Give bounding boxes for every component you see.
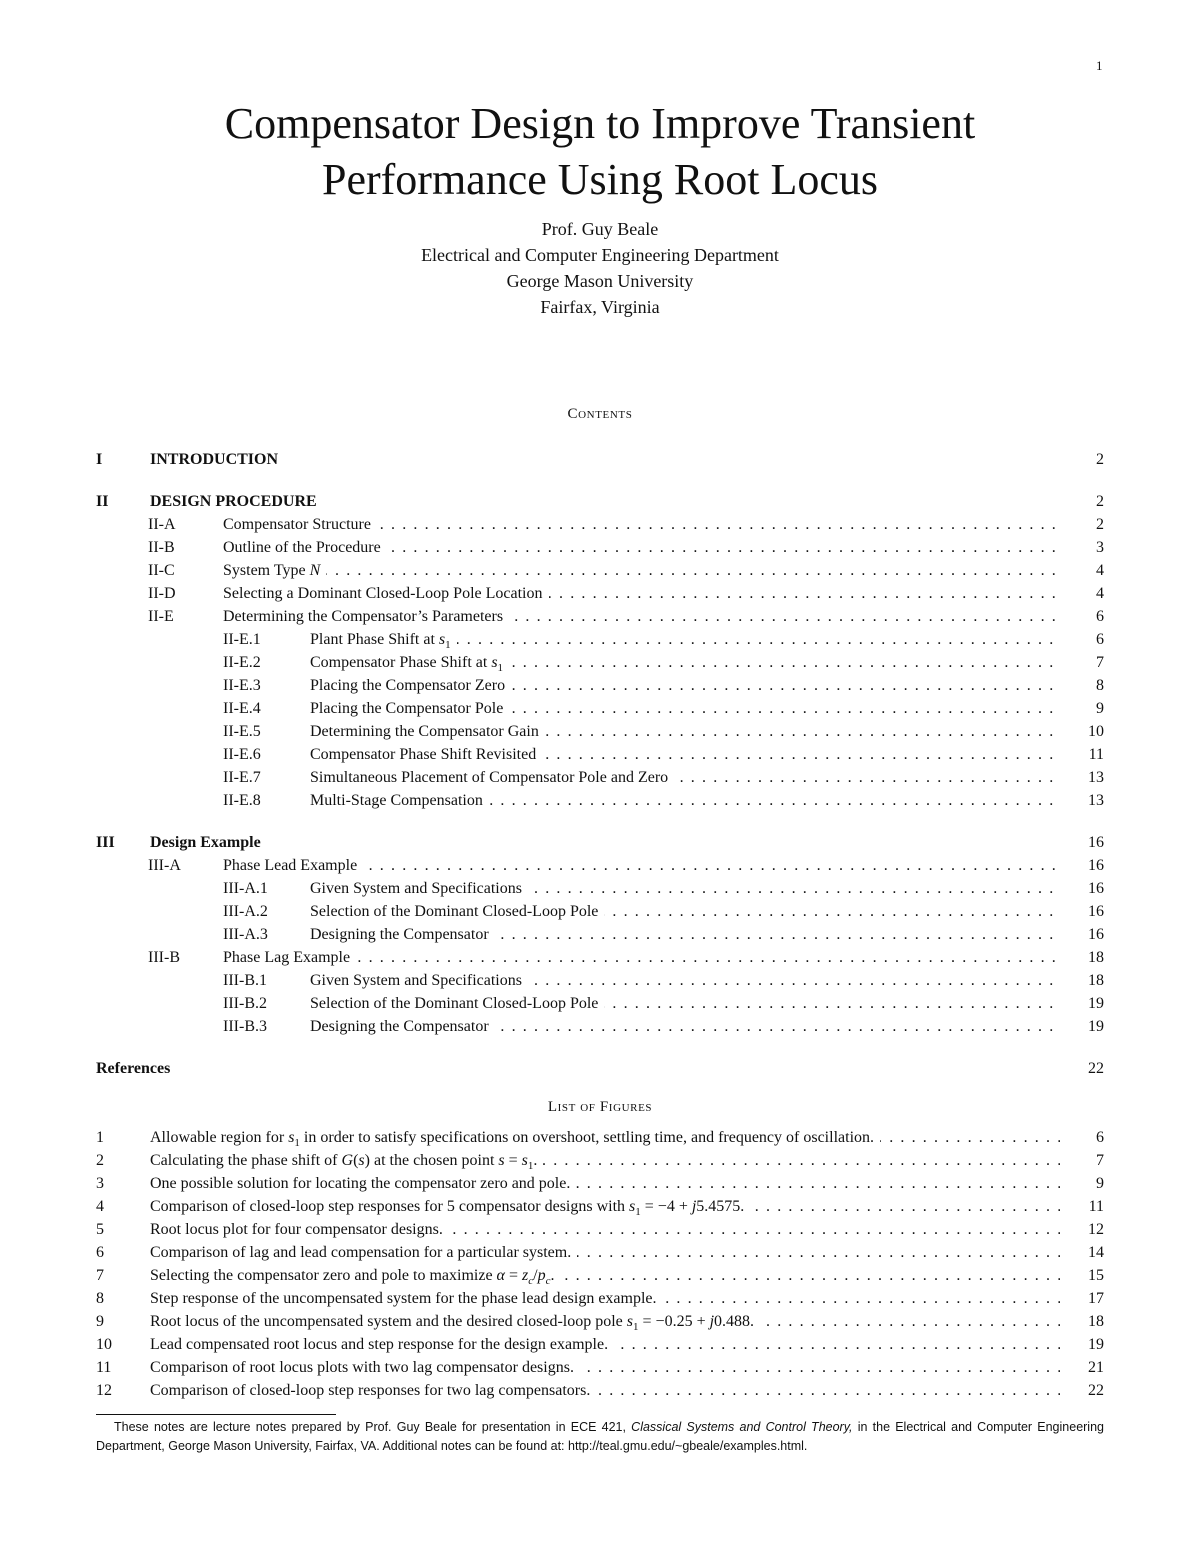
toc-entry[interactable] [96, 628, 1104, 651]
toc-entry[interactable] [96, 651, 1104, 674]
toc-entry-number: II-E.5 [223, 723, 261, 740]
toc-entry-number: II-E.4 [223, 700, 261, 717]
toc-entry[interactable] [96, 448, 1104, 471]
toc-entry[interactable] [96, 605, 1104, 628]
figure-page: 18 [1088, 1313, 1104, 1330]
toc-entry[interactable] [96, 877, 1104, 900]
toc-entry-label: INTRODUCTION [150, 448, 1060, 471]
toc-entry-page: 9 [1096, 700, 1104, 717]
toc-entry-label: Selection of the Dominant Closed-Loop Pole . . . [310, 992, 1060, 1015]
figure-caption: Comparison of closed-loop step responses for 5 compensator designs with $s_1 = -4 + j5.4575$. . . . [150, 1195, 1060, 1224]
toc-entry-number: III-A [148, 857, 181, 874]
toc-entry-page: 10 [1088, 723, 1104, 740]
figure-entry[interactable] [96, 1356, 1104, 1379]
figure-page: 6 [1096, 1129, 1104, 1146]
toc-entry-number: III-A.3 [223, 926, 268, 943]
figure-number: 7 [96, 1267, 104, 1284]
figure-number: 11 [96, 1359, 112, 1376]
figure-page: 9 [1096, 1175, 1104, 1192]
figure-number: 5 [96, 1221, 104, 1238]
author-location: Fairfax, Virginia [540, 297, 660, 317]
toc-entry[interactable] [96, 697, 1104, 720]
toc-entry[interactable] [96, 900, 1104, 923]
toc-entry[interactable] [96, 831, 1104, 854]
toc-entry-label: Phase Lead Example . . . [223, 854, 1060, 877]
toc-entry-number: I [96, 451, 103, 468]
toc-entry[interactable] [96, 720, 1104, 743]
figure-entry[interactable] [96, 1172, 1104, 1195]
figure-number: 1 [96, 1129, 104, 1146]
toc-entry-page: 11 [1088, 746, 1104, 763]
toc-entry-page: 13 [1088, 769, 1104, 786]
toc-entry-label: Phase Lag Example . . . [223, 946, 1060, 969]
toc-entry-number: III-B.3 [223, 1018, 267, 1035]
toc-entry-label: Selecting a Dominant Closed-Loop Pole Location . . . [223, 582, 1060, 605]
toc-entry-label: Given System and Specifications . . . [310, 969, 1060, 992]
toc-entry[interactable] [96, 743, 1104, 766]
toc-entry-number: II-E.2 [223, 654, 261, 671]
toc-entry-number: II-D [148, 585, 176, 602]
figure-caption: Root locus plot for four compensator designs. . . . [150, 1218, 1060, 1241]
toc-entry-page: 3 [1096, 539, 1104, 556]
figure-entry[interactable] [96, 1218, 1104, 1241]
toc-entry-page: 4 [1096, 585, 1104, 602]
toc-entry-page: 16 [1088, 857, 1104, 874]
footnote-rule [96, 1414, 336, 1415]
title-line-2: Performance Using Root Locus [322, 155, 878, 204]
toc-entry-label: Multi-Stage Compensation . . . [310, 789, 1060, 812]
toc-entry-page: 18 [1088, 972, 1104, 989]
figure-page: 15 [1088, 1267, 1104, 1284]
figure-page: 19 [1088, 1336, 1104, 1353]
author-name: Prof. Guy Beale [541, 219, 659, 239]
figure-entry[interactable] [96, 1287, 1104, 1310]
figure-caption: Selecting the compensator zero and pole to maximize $\alpha = z_c/p_c$. . . . [150, 1264, 1060, 1293]
toc-entry-label: DESIGN PROCEDURE [150, 490, 1060, 513]
contents-heading: Contents [567, 406, 633, 422]
toc-entry-number: II-E.8 [223, 792, 261, 809]
toc-entry-label: Selection of the Dominant Closed-Loop Pole . . . [310, 900, 1060, 923]
toc-entry-page: 6 [1096, 608, 1104, 625]
toc-entry-label: Compensator Phase Shift Revisited . . . [310, 743, 1060, 766]
toc-entry[interactable] [96, 854, 1104, 877]
toc-entry[interactable] [96, 513, 1104, 536]
figure-caption: Allowable region for $s_1$ in order to satisfy specifications on overshoot, settling time, and frequency of oscillation. . . . [150, 1126, 1060, 1155]
figure-number: 6 [96, 1244, 104, 1261]
figure-entry[interactable] [96, 1241, 1104, 1264]
toc-entry-label: System Type N . . . [223, 559, 1060, 582]
figure-caption: Step response of the uncompensated system for the phase lead design example. . . . [150, 1287, 1060, 1310]
title-line-1: Compensator Design to Improve Transient [224, 99, 976, 148]
page-number: 1 [1096, 58, 1103, 73]
figure-caption: Calculating the phase shift of G(s) at the chosen point $s = s_1$. . . . [150, 1149, 1060, 1178]
toc-entry-label: Determining the Compensator’s Parameters . . . [223, 605, 1060, 628]
toc-entry[interactable] [96, 923, 1104, 946]
toc-entry[interactable] [96, 946, 1104, 969]
footnote-text-continued: in the Electrical and Computer Engineering Department, George Mason University, Fairfax, VA. Additional notes can be found at: http://teal.gmu.edu/~gbeale/examples.html. [96, 1420, 1104, 1453]
toc-entry-label: Plant Phase Shift at $s_1$ . . . [310, 628, 1060, 657]
toc-entry-page: 7 [1096, 654, 1104, 671]
figure-number: 2 [96, 1152, 104, 1169]
figure-number: 12 [96, 1382, 112, 1399]
toc-entry-label: Compensator Phase Shift at $s_1$ . . . [310, 651, 1060, 680]
toc-entry-page: 16 [1088, 903, 1104, 920]
toc-entry-page: 2 [1096, 516, 1104, 533]
toc-entry-label: Outline of the Procedure . . . [223, 536, 1060, 559]
figure-number: 10 [96, 1336, 112, 1353]
toc-entry-page: 2 [1096, 451, 1104, 468]
toc-entry-page: 16 [1088, 834, 1104, 851]
toc-entry-label: Simultaneous Placement of Compensator Pole and Zero . . . [310, 766, 1060, 789]
figure-entry[interactable] [96, 1264, 1104, 1287]
toc-entry-page: 2 [1096, 493, 1104, 510]
figure-entry[interactable] [96, 1195, 1104, 1218]
toc-entry-number: II-E.6 [223, 746, 261, 763]
toc-entry-number: II-E [148, 608, 174, 625]
toc-entry-page: 19 [1088, 1018, 1104, 1035]
figure-page: 21 [1088, 1359, 1104, 1376]
toc-entry-label: References [96, 1057, 1060, 1080]
toc-entry[interactable] [96, 674, 1104, 697]
toc-entry[interactable] [96, 536, 1104, 559]
figure-number: 9 [96, 1313, 104, 1330]
toc-entry-number: II-E.3 [223, 677, 261, 694]
toc-entry[interactable] [96, 1015, 1104, 1038]
toc-entry-number: II-B [148, 539, 175, 556]
toc-entry-number: III-B [148, 949, 180, 966]
footnote [96, 1418, 1104, 1456]
figure-entry[interactable] [96, 1149, 1104, 1172]
figure-entry[interactable] [96, 1379, 1104, 1402]
figure-page: 11 [1088, 1198, 1104, 1215]
figure-page: 22 [1088, 1382, 1104, 1399]
toc-entry-page: 13 [1088, 792, 1104, 809]
figure-caption: Root locus of the uncompensated system and the desired closed-loop pole $s_1 = -0.25 + j0.488$. . . . [150, 1310, 1060, 1339]
toc-entry[interactable] [96, 789, 1104, 812]
author-block [0, 216, 1200, 320]
figure-page: 12 [1088, 1221, 1104, 1238]
toc-entry-page: 19 [1088, 995, 1104, 1012]
figure-number: 3 [96, 1175, 104, 1192]
figure-entry[interactable] [96, 1310, 1104, 1333]
toc-entry-number: II-A [148, 516, 176, 533]
toc-entry-label: Compensator Structure . . . [223, 513, 1060, 536]
toc-entry-page: 16 [1088, 880, 1104, 897]
toc-entry-number: II-E.7 [223, 769, 261, 786]
toc-entry-label: Design Example [150, 831, 1060, 854]
author-university: George Mason University [506, 271, 694, 291]
paper-title [0, 96, 1200, 208]
figure-page: 17 [1088, 1290, 1104, 1307]
toc-entry-page: 4 [1096, 562, 1104, 579]
toc-entry-number: III-B.1 [223, 972, 267, 989]
toc-entry-number: III-B.2 [223, 995, 267, 1012]
author-department: Electrical and Computer Engineering Department [421, 245, 779, 265]
toc-entry-label: Placing the Compensator Pole . . . [310, 697, 1060, 720]
toc-entry-page: 8 [1096, 677, 1104, 694]
figure-page: 14 [1088, 1244, 1104, 1261]
toc-entry-number: II-E.1 [223, 631, 261, 648]
figure-page: 7 [1096, 1152, 1104, 1169]
footnote-text: These notes are lecture notes prepared by Prof. Guy Beale for presentation in ECE 421, [114, 1420, 626, 1434]
toc-entry-page: 6 [1096, 631, 1104, 648]
toc-entry-label: Placing the Compensator Zero . . . [310, 674, 1060, 697]
toc-entry-number: III-A.1 [223, 880, 268, 897]
toc-entry-number: II-C [148, 562, 175, 579]
toc-entry-label: Given System and Specifications . . . [310, 877, 1060, 900]
toc-entry[interactable] [96, 969, 1104, 992]
toc-entry-number: III [96, 834, 115, 851]
figure-caption: Lead compensated root locus and step response for the design example. . . . [150, 1333, 1060, 1356]
toc-entry[interactable] [96, 1057, 1104, 1080]
toc-entry-label: Designing the Compensator . . . [310, 923, 1060, 946]
toc-entry-page: 18 [1088, 949, 1104, 966]
figure-caption: One possible solution for locating the compensator zero and pole. . . . [150, 1172, 1060, 1195]
list-of-figures-heading: List of Figures [547, 1099, 653, 1115]
toc-entry[interactable] [96, 766, 1104, 789]
figure-caption: Comparison of closed-loop step responses for two lag compensators. . . . [150, 1379, 1060, 1402]
toc-entry[interactable] [96, 490, 1104, 513]
toc-entry-label: Designing the Compensator . . . [310, 1015, 1060, 1038]
figure-entry[interactable] [96, 1333, 1104, 1356]
toc-entry[interactable] [96, 582, 1104, 605]
toc-entry-page: 16 [1088, 926, 1104, 943]
figure-number: 4 [96, 1198, 104, 1215]
toc-entry-label: Determining the Compensator Gain . . . [310, 720, 1060, 743]
footnote-course-title: Classical Systems and Control Theory, [631, 1420, 853, 1434]
figure-caption: Comparison of lag and lead compensation for a particular system. . . . [150, 1241, 1060, 1264]
toc-entry[interactable] [96, 992, 1104, 1015]
figure-caption: Comparison of root locus plots with two lag compensator designs. . . . [150, 1356, 1060, 1379]
toc-entry-number: III-A.2 [223, 903, 268, 920]
toc-entry-number: II [96, 493, 109, 510]
figure-entry[interactable] [96, 1126, 1104, 1149]
toc-entry[interactable] [96, 559, 1104, 582]
toc-entry-page: 22 [1088, 1060, 1104, 1077]
figure-number: 8 [96, 1290, 104, 1307]
